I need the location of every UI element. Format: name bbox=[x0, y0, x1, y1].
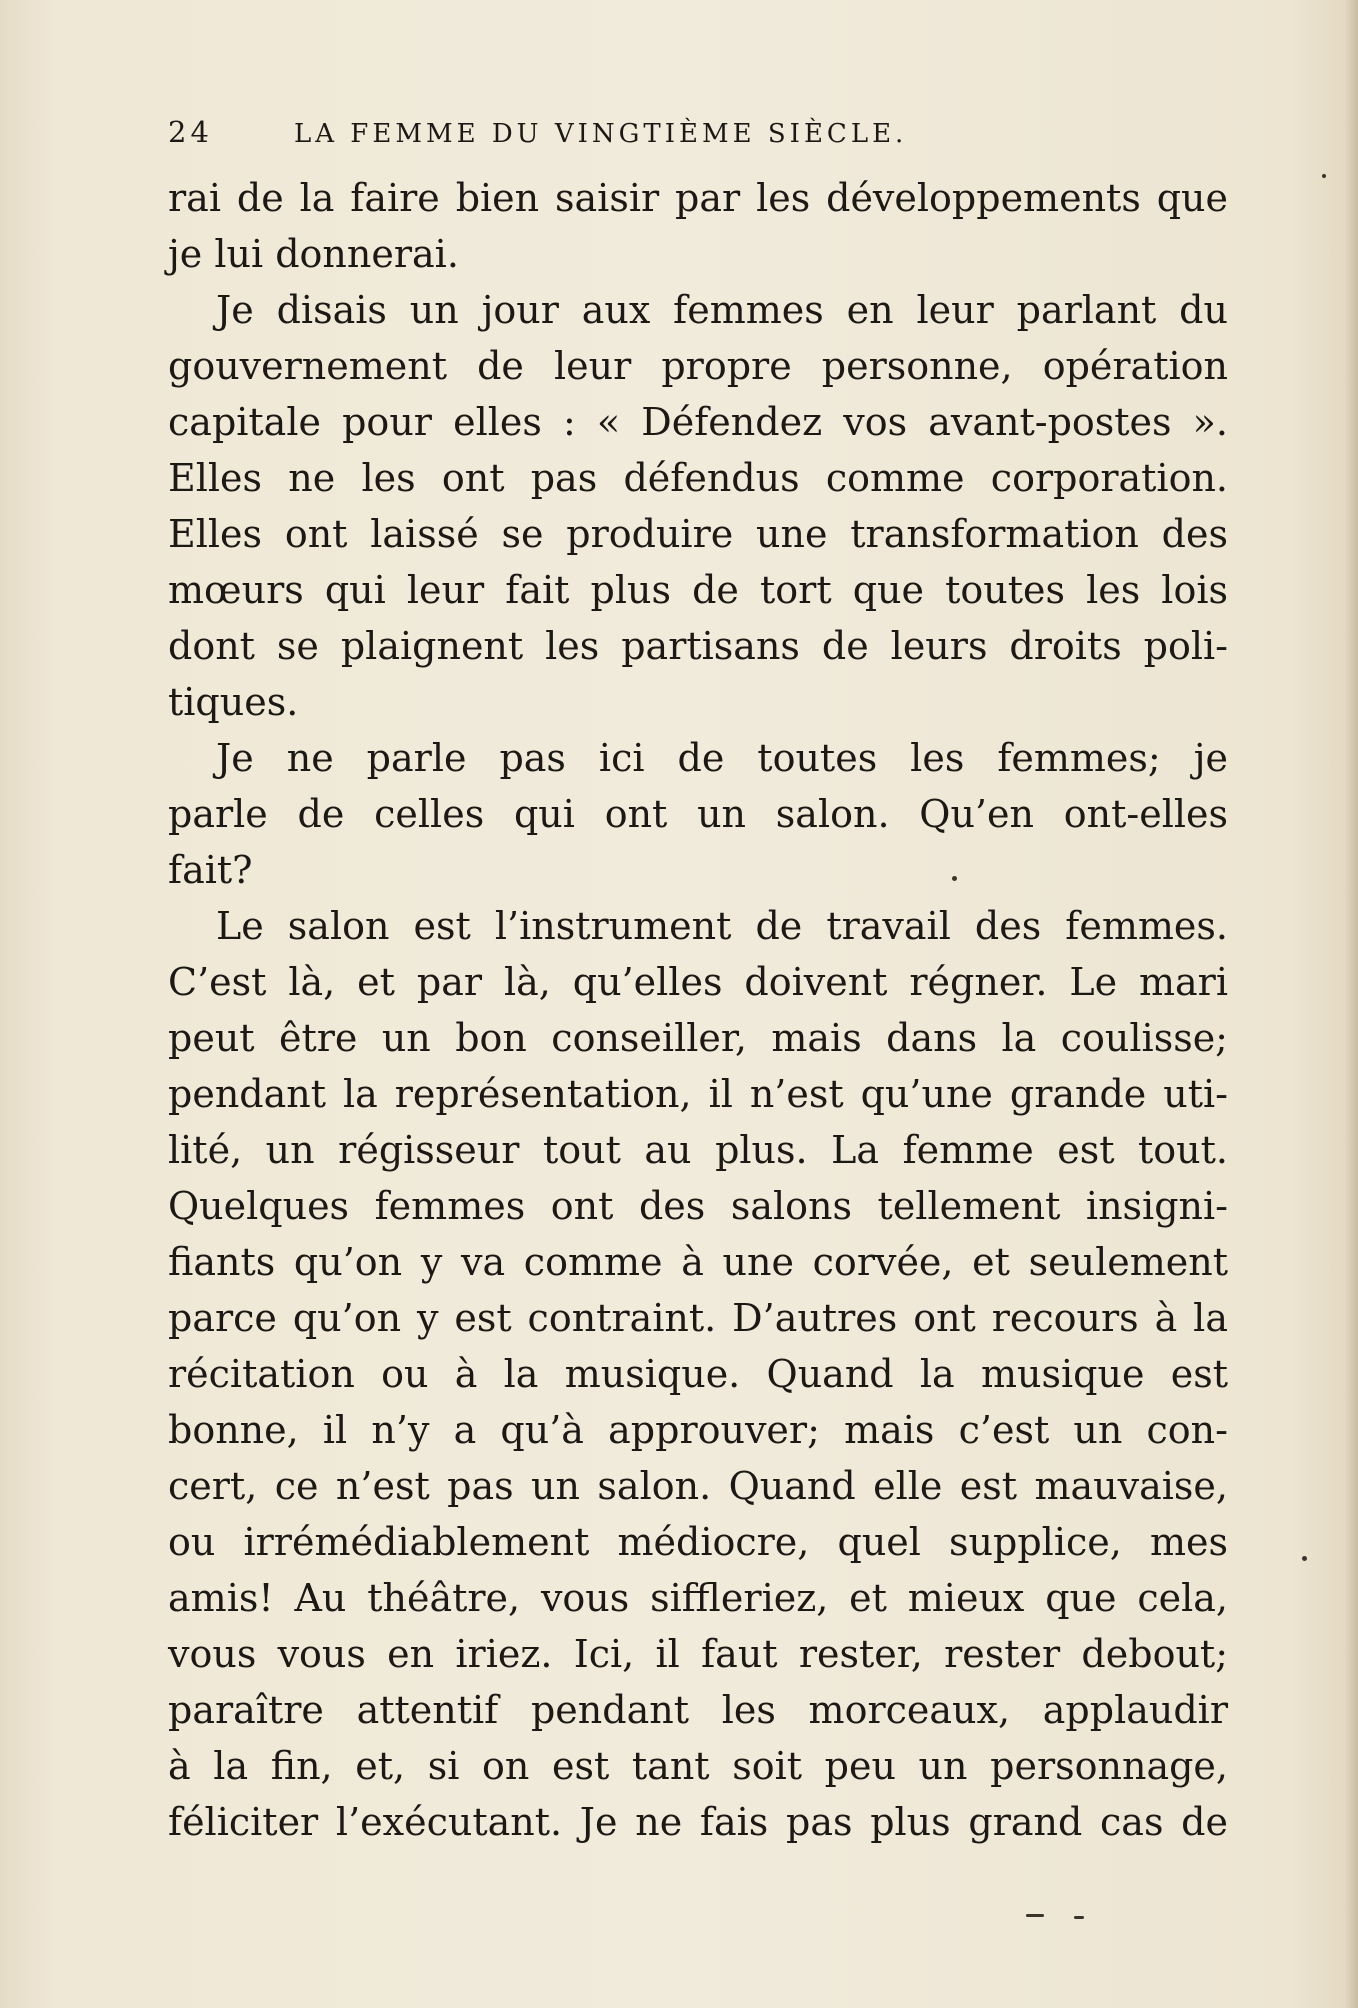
text-line: parce qu’on y est contraint. D’autres ont recours à la bbox=[168, 1296, 1228, 1340]
text-line: fiants qu’on y va comme à une corvée, et seulement bbox=[168, 1240, 1228, 1284]
text-line: mœurs qui leur fait plus de tort que toutes les lois bbox=[168, 568, 1228, 612]
text-line: vous vous en iriez. Ici, il faut rester, rester debout; bbox=[168, 1632, 1228, 1676]
paper-speck bbox=[1302, 1556, 1307, 1561]
text-line: Elles ne les ont pas défendus comme corporation. bbox=[168, 456, 1228, 500]
text-line: parle de celles qui ont un salon. Qu’en ont-elles bbox=[168, 792, 1228, 836]
body-text bbox=[168, 170, 1228, 1850]
text-line: lité, un régisseur tout au plus. La femme est tout. bbox=[168, 1128, 1228, 1172]
text-line: capitale pour elles : « Défendez vos avant-postes ». bbox=[168, 400, 1228, 444]
text-line: ou irrémédiablement médiocre, quel supplice, mes bbox=[168, 1520, 1228, 1564]
text-line: cert, ce n’est pas un salon. Quand elle est mauvaise, bbox=[168, 1464, 1228, 1508]
text-line: tiques. bbox=[168, 680, 299, 724]
text-line: amis! Au théâtre, vous siffleriez, et mieux que cela, bbox=[168, 1576, 1228, 1620]
text-line: je lui donnerai. bbox=[168, 232, 459, 276]
text-line: dont se plaignent les partisans de leurs droits poli- bbox=[168, 624, 1228, 668]
page-number: 24 bbox=[168, 115, 213, 149]
text-line: paraître attentif pendant les morceaux, applaudir bbox=[168, 1688, 1228, 1732]
running-title: LA FEMME DU VINGTIÈME SIÈCLE. bbox=[294, 119, 908, 149]
text-line: féliciter l’exécutant. Je ne fais pas plus grand cas de bbox=[168, 1800, 1228, 1844]
text-line: récitation ou à la musique. Quand la musique est bbox=[168, 1352, 1228, 1396]
text-line: fait? bbox=[168, 848, 253, 892]
text-line: Le salon est l’instrument de travail des femmes. bbox=[216, 904, 1228, 948]
paper-speck bbox=[1322, 174, 1326, 178]
text-line: bonne, il n’y a qu’à approuver; mais c’est un con- bbox=[168, 1408, 1228, 1452]
text-line: Elles ont laissé se produire une transformation des bbox=[168, 512, 1228, 556]
text-line: rai de la faire bien saisir par les développements que bbox=[168, 176, 1228, 220]
text-line: pendant la représentation, il n’est qu’une grande uti- bbox=[168, 1072, 1228, 1116]
text-line: Je ne parle pas ici de toutes les femmes; je bbox=[216, 736, 1228, 780]
paper-speck bbox=[1074, 1916, 1084, 1919]
text-line: Quelques femmes ont des salons tellement insigni- bbox=[168, 1184, 1228, 1228]
running-head bbox=[168, 112, 1228, 152]
text-line: à la fin, et, si on est tant soit peu un personnage, bbox=[168, 1744, 1228, 1788]
text-line: C’est là, et par là, qu’elles doivent régner. Le mari bbox=[168, 960, 1228, 1004]
paper-speck bbox=[1026, 1914, 1044, 1917]
paper-speck bbox=[952, 876, 957, 881]
text-line: Je disais un jour aux femmes en leur parlant du bbox=[216, 288, 1228, 332]
text-line: peut être un bon conseiller, mais dans la coulisse; bbox=[168, 1016, 1228, 1060]
text-line: gouvernement de leur propre personne, opération bbox=[168, 344, 1228, 388]
